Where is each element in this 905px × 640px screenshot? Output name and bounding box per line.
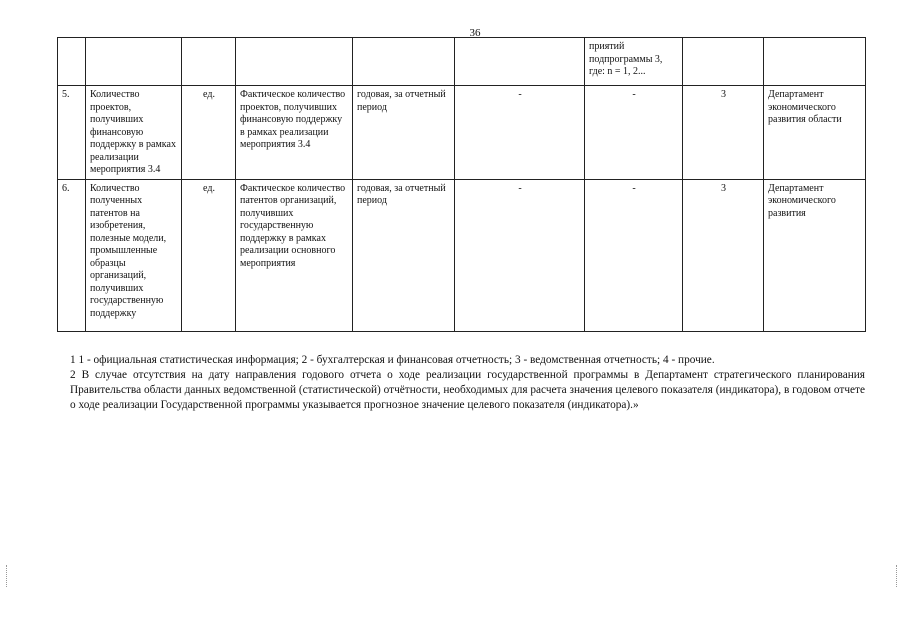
table-cell bbox=[86, 38, 182, 86]
footnote-2: 2 В случае отсутствия на дату направления годового отчета о ходе реализации государственной программы в Департамент стратегического планирования Правительства области данных ведомственной (статистической) отчётности, необходимых для расчета значения целевого показателя (индикатора), в годовом отчете о ходе реализации Государственной программы указывается прогнозное значение целевого показателя (индикатора).» bbox=[70, 369, 865, 411]
table-cell bbox=[58, 38, 86, 86]
value-cell: 3 bbox=[683, 86, 764, 180]
unit: ед. bbox=[182, 86, 236, 180]
table-cell bbox=[683, 38, 764, 86]
unit: ед. bbox=[182, 179, 236, 331]
right-edge-mark bbox=[896, 565, 899, 587]
table-cell bbox=[182, 38, 236, 86]
responsible-department: Департамент экономического развития bbox=[764, 179, 866, 331]
footnotes bbox=[70, 353, 865, 413]
footnote-1: 1 1 - официальная статистическая информация; 2 - бухгалтерская и финансовая отчетность; 3 - ведомственная отчетность; 4 - прочие. bbox=[70, 354, 715, 366]
value-cell: - bbox=[455, 86, 585, 180]
indicator-name: Количество проектов, получивших финансовую поддержку в рамках реализации мероприятия 3.4 bbox=[86, 86, 182, 180]
value-cell: - bbox=[585, 86, 683, 180]
value-cell: - bbox=[585, 179, 683, 331]
row-number: 5. bbox=[58, 86, 86, 180]
indicators-table bbox=[57, 37, 866, 332]
value-cell: - bbox=[455, 179, 585, 331]
value-cell: 3 bbox=[683, 179, 764, 331]
periodicity: годовая, за отчетный период bbox=[353, 86, 455, 180]
table-row bbox=[58, 179, 866, 331]
periodicity: годовая, за отчетный период bbox=[353, 179, 455, 331]
table-cell bbox=[236, 38, 353, 86]
table-cell-continuation-text: приятий подпрограммы 3, где: n = 1, 2... bbox=[585, 38, 683, 86]
page-number: 36 bbox=[469, 27, 481, 39]
calculation-method: Фактическое количество проектов, получивших финансовую поддержку в рамках реализации мероприятия 3.4 bbox=[236, 86, 353, 180]
left-edge-mark bbox=[6, 565, 9, 587]
table-cell bbox=[764, 38, 866, 86]
table-cell bbox=[353, 38, 455, 86]
table-row-continuation bbox=[58, 38, 866, 86]
indicator-name: Количество полученных патентов на изобретения, полезные модели, промышленные образцы организаций, получивших государственную поддержку bbox=[86, 179, 182, 331]
table-row bbox=[58, 86, 866, 180]
responsible-department: Департамент экономического развития области bbox=[764, 86, 866, 180]
calculation-method: Фактическое количество патентов организаций, получивших государственную поддержку в рамках реализации основного мероприятия bbox=[236, 179, 353, 331]
table-cell bbox=[455, 38, 585, 86]
row-number: 6. bbox=[58, 179, 86, 331]
